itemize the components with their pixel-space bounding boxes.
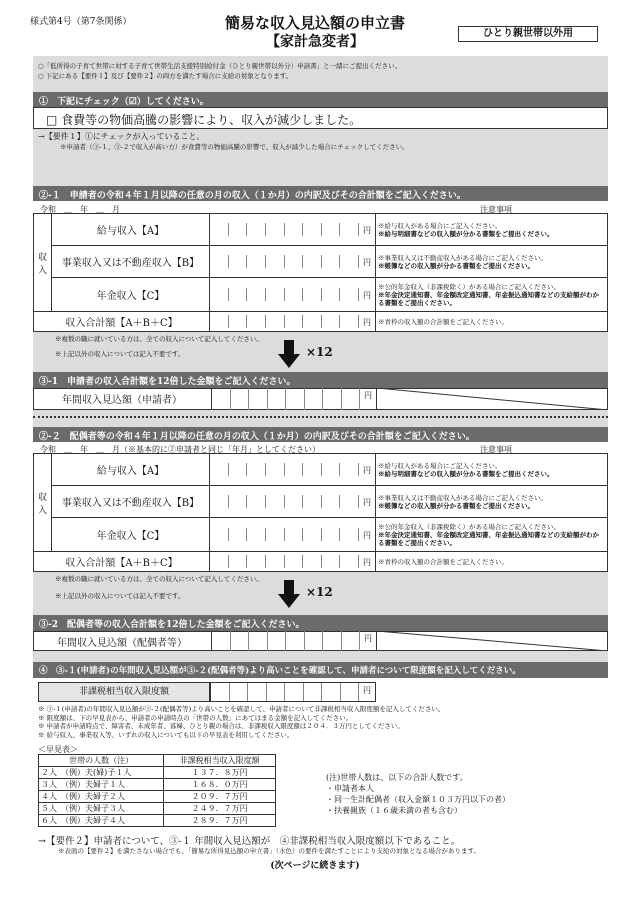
col-household: 世帯の人数（注） (39, 755, 164, 767)
limit-note-3: ※ 申請者が申請時点で、障害者、未成年者、寡婦、ひとり親の場合は、非課税収入限度額は２０４．３万円としてください。 (38, 722, 404, 730)
spouse-total-note: ※青枠の収入額の合計額をご記入ください。 (378, 557, 508, 566)
income-total-input[interactable]: 円 (210, 315, 375, 328)
multiple-jobs-note: ※複数の職に就いている方は、全ての収入について記入してください。 (55, 335, 263, 343)
table-row: ６人 （例）夫婦子４人 (39, 815, 164, 827)
limit-note-2: ※ 限度額は、下の早見表から、申請者の申請時点の「世帯の人数」にあてはまる金額を記入してください。 (38, 713, 353, 722)
table-cell: ２４９．７万円 (164, 803, 276, 815)
diagonal-line-2 (377, 631, 608, 651)
section32-header: ③-2 配偶者等の収入合計額を12倍した金額をご記入ください。 (33, 615, 608, 631)
spouse-business-doc-note: ※帳簿などの収入額が分かる書類をご提出ください。 (378, 501, 534, 510)
multiple-jobs-note-2: ※複数の職に就いている方は、全ての収入について記入してください。 (55, 575, 263, 583)
household-def: (注)世帯人数は、以下の合計人数です。 (326, 773, 468, 782)
section4-header: ④ ③-１(申請者)の年間収入見込額が③-２(配偶者等)より高いことを確認して、申請者について限度額を記入してください。 (33, 662, 608, 678)
form-subtitle: 【家計急変者】 (266, 34, 364, 50)
spouse-pension-input[interactable]: 円 (210, 528, 375, 541)
household-def-2: ・同一生計配偶者（収入金額１０３万円以下の者） (326, 795, 510, 804)
limit-note-4: ※ 給与収入、事業収入等、いずれの収入についても以下の早見表を利用してください。 (38, 730, 294, 739)
section1-header: ① 下記にチェック（☑）してください。 (33, 92, 608, 107)
col-limit: 非課税相当収入限度額 (164, 755, 276, 767)
other-income-note-2: ※上記以外の収入については記入不要です。 (55, 592, 185, 600)
table-cell: １６８．０万円 (164, 779, 276, 791)
spouse-annual-label: 年間収入見込額（配偶者等） (57, 638, 187, 649)
applicant-period: 令和 ＿ 年 ＿ 月 (40, 205, 120, 214)
salary-income-label: 給与収入【A】 (96, 226, 165, 237)
table-row: ５人 （例）夫婦子３人 (39, 803, 164, 815)
footer-note: ※表面の【要件２】を満たさない場合でも、「簡易な所得見込額の申立書」（水色）の要件を満たすことにより支給の対象となる場合があります。 (58, 847, 480, 855)
pension-doc-note: ※年金決定通知書、年金額改定通知書、年金振込通知書などの支給額がわかる書類をご提出ください。 (378, 290, 599, 307)
applicant-annual-input[interactable]: 円 (211, 388, 377, 410)
limit-input[interactable]: 円 (210, 682, 376, 702)
household-badge: ひとり親世帯以外用 (458, 26, 598, 42)
table-row: ２人 （例）夫(婦)子１人 (39, 767, 164, 779)
spouse-pension-note: ※公的年金収入（非課税除く）がある場合にご記入ください。 (378, 522, 560, 531)
other-income-note: ※上記以外の収入については記入不要です。 (55, 350, 185, 358)
form-number: 様式第4号（第7条関係） (30, 17, 132, 27)
spouse-total-input[interactable]: 円 (210, 555, 375, 568)
table-cell: ２８９．７万円 (164, 815, 276, 827)
total-note: ※青枠の収入額の合計額をご記入ください。 (378, 317, 508, 326)
remarks-heading-2: 注意事項 (480, 445, 512, 454)
section22-header: ②-２ 配偶者等の令和４年１月以降の任意の月の収入（１か月）の内訳及びその合計額をご記入ください。 (33, 427, 608, 442)
spouse-business-label: 事業収入又は不動産収入【B】 (61, 498, 200, 509)
section31-header: ③-1 申請者の収入合計額を12倍した金額をご記入ください。 (33, 372, 608, 388)
table-cell: １３７．８万円 (164, 767, 276, 779)
salary-note: ※給与収入がある場合にご記入ください。 (378, 221, 502, 230)
spouse-business-note: ※事業収入又は不動産収入がある場合にご記入ください。 (378, 493, 547, 502)
salary-income-input[interactable]: 円 (210, 223, 375, 236)
multiply-12-2: ×12 (306, 585, 333, 599)
spouse-total-label: 収入合計額【A＋B＋C】 (65, 558, 178, 569)
table-row: ４人 （例）夫婦子２人 (39, 791, 164, 803)
business-note: ※事業収入又は不動産収入がある場合にご記入ください。 (378, 253, 547, 262)
quick-table (38, 754, 276, 827)
business-income-label: 事業収入又は不動産収入【B】 (61, 258, 200, 269)
quick-table-title: ＜早見表＞ (38, 745, 78, 754)
spouse-salary-input[interactable]: 円 (210, 463, 375, 476)
limit-note-1: ※ ③-１(申請者)の年間収入見込額が③-２(配偶者等)より高いことを確認して、申請者について非課税相当収入限度額を記入してください。 (38, 705, 445, 713)
diagonal-line (377, 388, 608, 410)
income-total-label: 収入合計額【A＋B＋C】 (65, 318, 178, 329)
spouse-period: 令和 ＿ 年 ＿ 月（※基本的に②申請者と同じ「年月」としてください） (40, 445, 320, 454)
business-doc-note: ※帳簿などの収入額が分かる書類をご提出ください。 (378, 261, 534, 270)
requirement2: →【要件２】申請者について、③-１ 年間収入見込額が ④非課税相当収入限度額以下であること。 (38, 836, 461, 847)
table-row: ３人 （例）夫婦子１人 (39, 779, 164, 791)
form-title: 簡易な収入見込額の申立書 (224, 14, 405, 32)
reduction-checkbox[interactable]: □ 食費等の物価高騰の影響により、収入が減少しました。 (33, 107, 608, 129)
spouse-salary-label: 給与収入【A】 (96, 466, 165, 477)
pension-income-input[interactable]: 円 (210, 288, 375, 301)
spouse-pension-label: 年金収入【C】 (96, 531, 165, 542)
continued-label: (次ページに続きます) (270, 861, 360, 871)
down-arrow-icon (278, 580, 300, 608)
pension-note: ※公的年金収入（非課税除く）がある場合にご記入ください。 (378, 282, 560, 291)
spouse-salary-doc-note: ※給与明細書などの収入額が分かる書類をご提出ください。 (378, 469, 554, 478)
business-income-input[interactable]: 円 (210, 255, 375, 268)
down-arrow-icon (278, 340, 300, 368)
household-def-1: ・申請者本人 (326, 784, 374, 793)
salary-doc-note: ※給与明細書などの収入額が分かる書類をご提出ください。 (378, 229, 554, 238)
spouse-annual-input[interactable]: 円 (211, 631, 377, 651)
applicant-annual-label: 年間収入見込額（申請者） (62, 395, 182, 406)
remarks-heading: 注意事項 (480, 205, 512, 214)
spouse-business-input[interactable]: 円 (210, 495, 375, 508)
limit-label: 非課税相当収入限度額 (38, 682, 210, 702)
income-side-label-2: 収入 (37, 492, 47, 516)
pension-income-label: 年金収入【C】 (96, 291, 165, 302)
section21-header: ②-１ 申請者の令和４年１月以降の任意の月の収入（１か月）の内訳及びその合計額をご記入ください。 (33, 186, 608, 201)
intro-line-1: ○「低所得の子育て世帯に対する子育て世帯生活支援特別給付金（ひとり親世帯以外分）申請書」と一緒にご提出ください。 (38, 62, 402, 70)
household-def-3: ・扶養親族（１６歳未満の者も含む） (326, 806, 462, 815)
multiply-12: ×12 (306, 345, 333, 359)
section1-note: ※申請者（③-１、③-２で収入が高い方）が食費等の物価高騰の影響で、収入が減少した場合にチェックしてください。 (60, 143, 409, 151)
income-side-label: 収入 (37, 252, 47, 276)
spouse-pension-doc-note: ※年金決定通知書、年金額改定通知書、年金振込通知書などの支給額がわかる書類をご提出ください。 (378, 530, 599, 547)
intro-line-2: ○ 下記にある【要件１】及び【要件２】の両方を満たす場合に支給の対象となります。 (38, 72, 293, 80)
requirement1: →【要件１】①にチェックが入っていること。 (38, 132, 205, 141)
table-cell: ２０９．７万円 (164, 791, 276, 803)
dotted-divider (33, 416, 608, 418)
spouse-salary-note: ※給与収入がある場合にご記入ください。 (378, 461, 502, 470)
